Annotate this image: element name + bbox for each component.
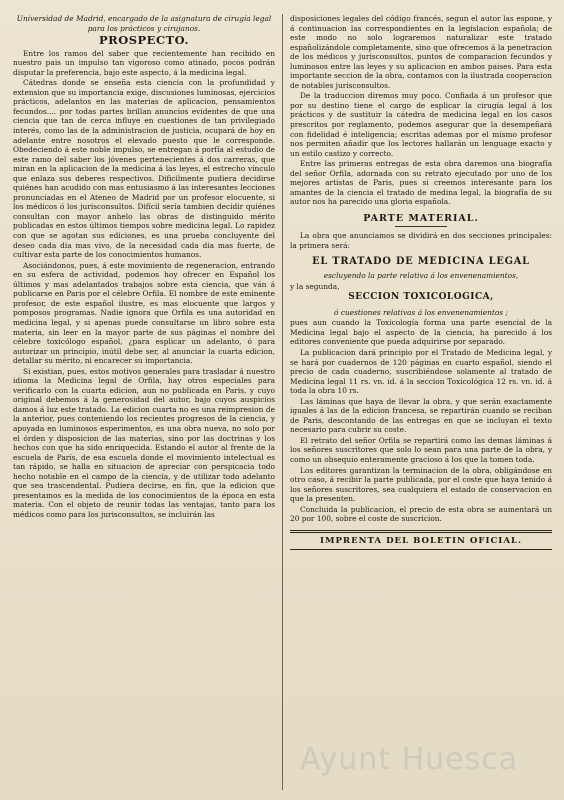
right-paragraph-1: disposiciones legales del código francés, segun el autor las espone, y á continuacion las correspondientes en la legislacion española; de este modo no solo lograremos naturalizar este tratado españolizándole completamente, sino que ofrecemos á la penetracion de los médicos y jurisconsultos, puntos de comparacion fecundos y luminosos entre las leyes y su aplicacion en ambos paises. Para esta importante seccion de la obra, contamos con la ilustrada cooperacion de notables jurisconsultos. [290, 14, 552, 90]
cuestiones-line: ó cuestiones relativas á los envenenamientos ; [334, 307, 508, 317]
right-paragraph-10: Concluida la publicacion, el precio de esta obra se aumentará un 20 por 100, sobre el coste de suscricion. [290, 504, 552, 524]
right-paragraph-2: De la traduccion diremos muy poco. Confiada á un profesor que por su destino tiene el cargo de esplicar la cirugía legal á los prácticos y de sustituir la cátedra de medicina legal en los casos prescritos por reglamento, podemos asegurar que la desempeñará con fidelidad é inteligencia; escritas ademas por el mismo profesor nos permiten añadir que los lectores hallarán un lenguage exacto y un estilo castizo y correcto. [290, 91, 552, 158]
footer-bottom-rule [290, 549, 552, 550]
segunda-line: y la segunda, [290, 281, 340, 291]
right-paragraph-7: Las láminas que haya de llevar la obra, y que serán exactamente iguales á las de la edicion francesa, se repartirán cuando se reciban de Paris, descontando de las entregas en que se incluyan el texto necesario para cubrir su coste. [290, 396, 552, 435]
seccion-toxicologica-title: SECCION TOXICOLOGICA, [348, 292, 494, 303]
prospecto-title: PROSPECTO. [99, 33, 189, 48]
left-paragraph-3: Asociándonos, pues, á este movimiento de regeneracion, entrando en su esfera de actividad, podemos hoy ofrecer en Español los últimos y mas adelantados trabajos sobre esta ciencia, que ván á publicarse en Paris por el célebre Orfila. El nombre de este eminente profesor, de este español ilustre, es mas elocuente que largos y pomposos programas. Nadie ignora que Orfila es una autoridad en medicina legal, y si apenas puede consultarse un libro sobre esta materia, sin leer en la mayor parte de sus páginas el nombre del célebre toxicólogo español, ¿para esplicar un adelanto, ó para autorizar un principio, inútil debe ser, al anunciar la cuarta edicion, detallar su mérito, ni encarecer su importancia. [13, 260, 275, 366]
right-paragraph-8: El retrato del señor Orfila se repartirá como las demas láminas á los señores suscritores que solo lo sean para una parte de la obra, y como un obsequio enteramente gracioso á los que la tomen toda. [290, 435, 552, 464]
archive-watermark: Ayunt Huesca [300, 742, 519, 777]
right-paragraph-6: La publicacion dará principio por el Tratado de Medicina legal, y se hará por cuadernos de 120 páginas en cuarto español, siendo el precio de cada cuaderno, suscribiéndose solamente al tratado de Medicina legal 11 rs. vn. id. á la seccion Toxicológica 12 rs. vn. id. á toda la obra 10 rs. [290, 347, 552, 396]
excluyendo-line: escluyendo la parte relativa á los envenenamientos, [323, 271, 519, 281]
right-column [290, 14, 552, 790]
parte-material-title: PARTE MATERIAL. [363, 212, 479, 224]
section-rule [395, 226, 447, 227]
tratado-title: EL TRATADO DE MEDICINA LEGAL [312, 255, 530, 267]
left-paragraph-1: Entre los ramos del saber que recientemente han recibido en nuestro pais un impulso tan vigoroso como atinado, pocos podrán disputar la preferencia, bajo este aspecto, á la medicina legal. [13, 48, 275, 77]
footer-double-rule [290, 530, 552, 533]
right-paragraph-5: pues aun cuando la Toxicología forma una parte esencial de la Medicina legal bajo el aspecto de la ciencia, ha parecido á los editores conveniente que pueda adquirirse por separado. [290, 318, 552, 347]
right-paragraph-4: La obra que anunciamos se dividirá en dos secciones principales: la primera será: [290, 231, 552, 251]
right-paragraph-9: Los editores garantizan la terminacion de la obra, obligándose en otro caso, á recibir la parte publicada, por el coste que haya tenido á los señores suscritores, sea cualquiera el estado de conservacion en que la presenten. [290, 465, 552, 504]
right-paragraph-3: Entre las primeras entregas de esta obra daremos una biografía del señor Orfila, adornada con su retrato ejecutado por uno de los mejores artistas de Paris, pues si creemos interesante para los amantes de la ciencia el tratado de medina legal, la biografía de su autor nos ha parecido una gloria española. [290, 159, 552, 207]
two-column-layout [13, 14, 552, 790]
column-divider [282, 14, 283, 790]
imprenta-footer: IMPRENTA DEL BOLETIN OFICIAL. [319, 535, 523, 546]
header-line: Universidad de Madrid, encargado de la asignatura de cirugía legal para los prácticos y cirujanos. [16, 14, 272, 33]
left-paragraph-2: Cátedras donde se enseña esta ciencia con la profundidad y extension que su importancia exige, discusiones luminosas, ejercicios prácticos, adelantos en las materias de aplicacion, pensamientos fecundos.... por todas partes brillan anuncios evidentes de que una ciencia que tan de cerca influye en cuestiones de tan privilegiado interés, como las de la administracion de justicia, ocupará de hoy en adelante entre nosotros el elevado puesto que le corresponde. Obedeciendo á este noble impulso, se entregan á porfía al estudio de este ramo del saber los jóvenes pertenecientes á dos carreras, que miran en la aplicacion de la medicina á las leyes, el estrecho vínculo que enlaza sus deberes respectivos. Dificilmente pudiera decidirse quiénes han acudido con mas entusiasmo á las interesantes lecciones pronunciadas en el Ateneo de Madrid por un profesor elocuente, si los médicos ó los jurisconsultos. Difícil sería tambien decidir quiénes consultan con mayor anhelo las obras de distinguido mérito publicadas en estos últimos tiempos sobre medicina legal. Lo rapidez con que se agotan sus ediciones, es una prueba concluyente del deseo cada dia mas vivo, de la necesidad cada dia mas fuerte, de cultivar esta parte de los conocimientos humanos. [13, 78, 275, 260]
left-paragraph-4: Si existian, pues, estos motivos generales para trasladar á nuestro idioma la Medicina legal de Orfila, hay otros especiales para verificarlo con la cuarta edicion, aun no publicada en Paris, y cuyo original debemos á la generosidad del autor, bajo cuyos auspicios damos á luz este tratado. La edicion cuarta no es una reimpresion de la anterior, pues conteniendo los recientes progresos de la ciencia, y apoyada en luminosos esperimentos, es una obra nueva, no solo por el órden y disposicion de las materias, sino por las doctrinas y los hechos con que ha sido enriquecida. Estando el autor al frente de la escuela de París, de esa escuela donde el movimiento intelectual es tan rápido, se halla en situacion de apreciar con perspicacia todo hecho notable en el campo de la ciencia, y de utilizar todo adelanto que sea trascendental. Pudiera decirse, en fin, que la edicion que presentamos es la medida de los conocimientos de la época en esta materia. Con el objeto de reunir todas las ventajas, tanto para los médicos como para los jurisconsultos, se incluirán las [13, 366, 275, 519]
left-column [13, 14, 275, 790]
